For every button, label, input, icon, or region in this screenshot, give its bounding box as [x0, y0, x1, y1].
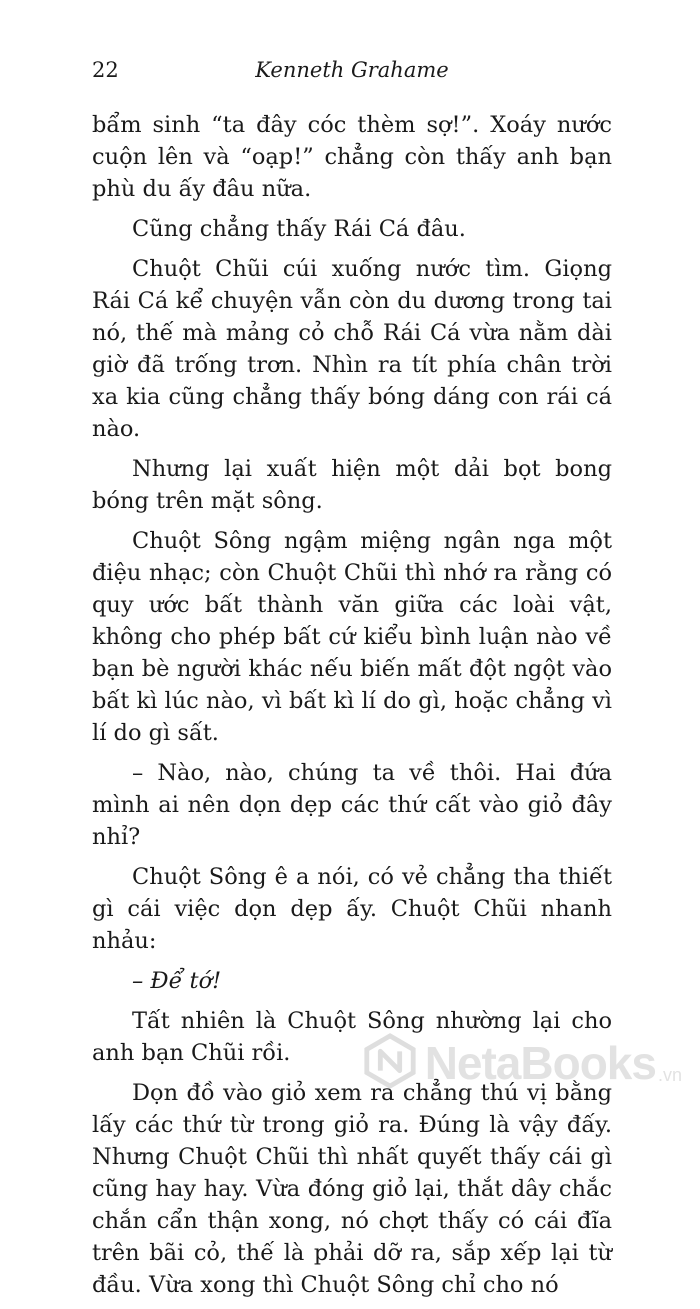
- paragraph: bẩm sinh “ta đây cóc thèm sợ!”. Xoáy nước cuộn lên và “oạp!” chẳng còn thấy anh bạn phù du ấy đâu nữa.: [92, 112, 612, 202]
- dialogue-paragraph: – Nào, nào, chúng ta về thôi. Hai đứa mình ai nên dọn dẹp các thứ cất vào giỏ đây nhỉ?: [92, 760, 612, 850]
- paragraph: Chuột Sông ngậm miệng ngân nga một điệu nhạc; còn Chuột Chũi thì nhớ ra rằng có quy ước bất thành văn giữa các loài vật, không cho phép bất cứ kiểu bình luận nào về bạn bè người khác nếu biến mất đột ngột vào bất kì lúc nào, vì bất kì lí do gì, hoặc chẳng vì lí do gì sất.: [92, 528, 612, 746]
- body-text: [92, 109, 612, 1309]
- watermark-brand: NetaBooks: [424, 1037, 656, 1089]
- page-header: [92, 58, 612, 88]
- paragraph: Nhưng lại xuất hiện một dải bọt bong bóng trên mặt sông.: [92, 456, 612, 514]
- watermark: [361, 1032, 682, 1094]
- paragraph: Cũng chẳng thấy Rái Cá đâu.: [132, 216, 466, 242]
- page-number: 22: [92, 58, 119, 82]
- running-title: Kenneth Grahame: [255, 58, 449, 82]
- paragraph: Chuột Chũi cúi xuống nước tìm. Giọng Rái Cá kể chuyện vẫn còn du dương trong tai nó, thế mà mảng cỏ chỗ Rái Cá vừa nằm dài giờ đã trống trơn. Nhìn ra tít phía chân trời xa kia cũng chẳng thấy bóng dáng con rái cá nào.: [92, 256, 612, 442]
- paragraph: Chuột Sông ê a nói, có vẻ chẳng tha thiết gì cái việc dọn dẹp ấy. Chuột Chũi nhanh nhảu:: [92, 864, 612, 954]
- paragraph: Tất nhiên là Chuột Sông nhường lại cho anh bạn Chũi rồi.: [92, 1008, 612, 1066]
- dialogue-paragraph: – Để tớ!: [132, 968, 222, 994]
- paragraph: Dọn đồ vào giỏ xem ra chẳng thú vị bằng lấy các thứ từ trong giỏ ra. Đúng là vậy đấy. Nhưng Chuột Chũi thì nhất quyết thấy cái gì cũng hay hay. Vừa đóng giỏ lại, thắt dây chắc chắn cẩn thận xong, nó chợt thấy có cái đĩa trên bãi cỏ, thế là phải dỡ ra, sắp xếp lại từ đầu. Vừa xong thì Chuột Sông chỉ cho nó: [92, 1080, 612, 1298]
- watermark-suffix: .vn: [657, 1065, 682, 1085]
- netabooks-logo-icon: [361, 1032, 419, 1094]
